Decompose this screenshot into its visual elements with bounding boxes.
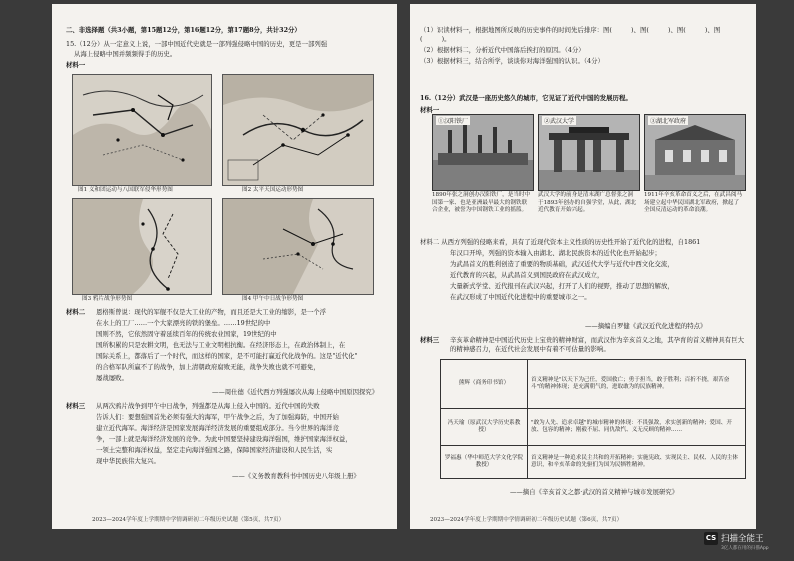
map-opium-war [72, 198, 212, 295]
table-cell-person: 冯天瑜（原武汉大学历史系教授） [441, 409, 528, 446]
material2-source: ——摘编自罗健《武汉近代化进程的特点》 [585, 322, 707, 330]
section-title: 二、非选择题（共3小题，第15题12分，第16题12分，第17题8分，共计32分） [66, 26, 301, 34]
material2-label: 材料二 [66, 308, 86, 316]
fig1-caption: 图1 义和团运动与八国联军侵华形势图 [78, 187, 173, 193]
exam-page-right [410, 4, 756, 529]
q15-text-line1: 15.（12分）从一定意义上说，一部中国近代史就是一部列强侵略中国的历史，更是一部列强 [66, 40, 328, 48]
material2-line: 屡战屡败。 [96, 374, 128, 382]
camscanner-logo-icon: CS [704, 532, 718, 545]
page-footer: 2023—2024学年度上学期期中学情调研初二年级历史试题（第6页，共7页） [430, 517, 623, 523]
exam-page-left [52, 4, 397, 529]
material2-source: ——周仕德《近代西方列强屡次从海上侵略中国原因探究》 [212, 388, 379, 396]
fig2-caption: 图2 太平天国运动形势图 [242, 187, 304, 193]
material3-line: 现中华民族伟大复兴。 [96, 457, 160, 465]
watermark-app-name: 扫描全能王 [721, 534, 764, 544]
material2-line: 的合格军队所赢不了的战争，加上清朝政府腐败无能，战争失败也就不可避免， [96, 363, 320, 371]
table-cell-quote: "敢为人先、追求卓越"的城市精神的体现：不畏强敌，求实创新的精神；爱国、开放、包容的精神；刚毅不屈、同仇敌忾、义无反顾的精神…… [528, 409, 746, 446]
material2-line: 国所积累的只是农耕文明，也无法与工业文明相抗衡。在经济形态上，在政治体制上，在 [96, 341, 346, 349]
q15-subquestion-2: （2）根据材料二，分析近代中国落后挨打的原因。（4分） [420, 46, 585, 54]
photo1-description: 1890年张之洞创办汉阳铁厂，是当时中国第一家、也是亚洲最早最大的钢铁联合企业，被誉为中国钢铁工业的摇篮。 [432, 192, 531, 213]
material2-line: 为武昌首义的胜利创造了重要的物质基础，武汉近代大学与近代中西文化交流， [450, 260, 674, 268]
photo1-label: ①汉阳铁厂 [438, 118, 469, 125]
material3-text: 辛亥革命精神是中国近代历史上宝贵的精神财富，而武汉作为辛亥首义之地，其孕育的首义精神具有巨大的精神感召力，在近代社会发展中有着不可估量的影响。 [450, 336, 744, 353]
table-cell-quote: 首义精神是"以天下为己任，爱国救亡；勇于担当，敢于胜利；百折不挠，艰苦奋斗"的精神体现；是充满朝气的，进取敢为的民族精神。 [528, 360, 746, 409]
photo2-label: ②武汉大学 [544, 118, 575, 125]
table-row [441, 409, 746, 446]
photo2-description: 武汉大学的前身是清末湖广总督张之洞于1893年创办的自强学堂，从此，湖北近代教育开始兴起。 [538, 192, 637, 213]
material2-line: 近代教育的兴起，从武昌首义到国民政府在武汉成立， [450, 271, 604, 279]
map-sino-japanese-war [222, 198, 374, 295]
table-row [441, 360, 746, 409]
photo-hubei-military-government [644, 114, 746, 191]
material3-line: 建立近代海军。海洋经济是国家发展海洋经济发展的重要组成部分。当今世界的海洋竞 [96, 424, 339, 432]
photo3-description: 1911年辛亥革命首义之后，在武昌阅马场建立起中华民国湖北军政府，掀起了全国反清运动的革命浪潮。 [644, 192, 743, 213]
q16-text: 16.（12分）武汉是一座历史悠久的城市，它见证了近代中国的发展历程。 [420, 94, 632, 102]
q15-subquestion-3: （3）根据材料三，结合所学，谈谈你对海洋强国的认识。（4分） [420, 57, 604, 65]
camscanner-watermark [700, 530, 794, 558]
map-boxer-rebellion [72, 74, 212, 186]
fig4-caption: 图4 甲午中日战争形势图 [242, 296, 304, 302]
material3-label: 材料三 [420, 336, 440, 344]
table-cell-person: 熊辉（商务印书馆） [441, 360, 528, 409]
material3-label: 材料三 [66, 402, 86, 410]
photo3-label: ③湖北军政府 [650, 118, 687, 125]
material2-line: 大量新式学堂、近代报刊在武汉兴起，打开了人们的视野，推动了思想的解放， [450, 282, 674, 290]
q15-text-line2: 从海上侵略中国并频频得手的历史。 [74, 50, 177, 58]
photo-wuhan-university [538, 114, 640, 191]
material2-line: 国则不然，它依然固守着延续百年的传统农业国家，19世纪的中 [96, 330, 277, 338]
material3-line: 争，一部上就是海洋经济发展的竞争。为此中国要坚持建设海洋强国，维护国家海洋权益， [96, 435, 352, 443]
material2-line: 年汉口开埠，列强的资本输入由湖北、湖北民族资本的近代化也开始起步； [450, 249, 661, 257]
map-taiping-movement [222, 74, 374, 186]
material2-line: 恩格斯曾说：现代的军舰不仅是大工业的产物，而且还是大工业的缩影，是一个浮 [96, 308, 327, 316]
table-cell-person: 罗福惠（华中师范大学文化学院教授） [441, 446, 528, 479]
material3-source: ——摘自《辛亥首义之都·武汉的首义精神与城市发展研究》 [510, 488, 679, 496]
material3-source: ——《义务教育教科书中国历史八年级上册》 [232, 472, 360, 480]
table-cell-quote: 首义精神是一种追求民主共和的开拓精神；实施宪政、实现民主、民权、人民的主体意识，和辛亥革命的先驱们为国为民牺牲精神。 [528, 446, 746, 479]
material2-line: 在水上的工厂……一个大家漂亮的铁的堡垒。……19世纪的中 [96, 319, 271, 327]
photo-hanyang-ironworks [432, 114, 534, 191]
material2-line: 国际关系上，都落后了一个时代，而这样的国家，是不可能打赢近代化战争的。这是"近代化" [96, 352, 358, 360]
material3-line: 告诉人们：要想强国首先必须有强大的海军，甲午战争之后，为了加强海防，中国开始 [96, 413, 339, 421]
material2-line: 在武汉形成了中国近代化进程中的重要城市之一。 [450, 293, 591, 301]
table-row [441, 446, 746, 479]
material3-line: 一领土完整和海洋权益，坚定走向海洋强国之路，保障国家经济建设和人民生活，实 [96, 446, 333, 454]
material2-line: 材料二 从西方列强的侵略来看，具有了近现代资本主义性质的历史性开始了近代化的进程，自1861 [420, 238, 701, 246]
historians-table [440, 359, 746, 479]
q15-subquestion-1: （1）识读材料一，根据地图所反映的历史事件的时间先后排序：图( )、图( )、图( )、图( )。 [420, 26, 721, 43]
q16-material1-label: 材料一 [420, 106, 440, 114]
material1-label: 材料一 [66, 61, 86, 69]
material3-line: 从两次鸦片战争到甲午中日战争，列强都是从海上侵入中国的。近代中国的失败 [96, 402, 320, 410]
watermark-tagline: 3亿人都在用的扫描App [721, 546, 769, 551]
page-footer: 2023—2024学年度上学期期中学情调研初二年级历史试题（第5页，共7页） [92, 517, 285, 523]
fig3-caption: 图3 鸦片战争形势图 [82, 296, 133, 302]
